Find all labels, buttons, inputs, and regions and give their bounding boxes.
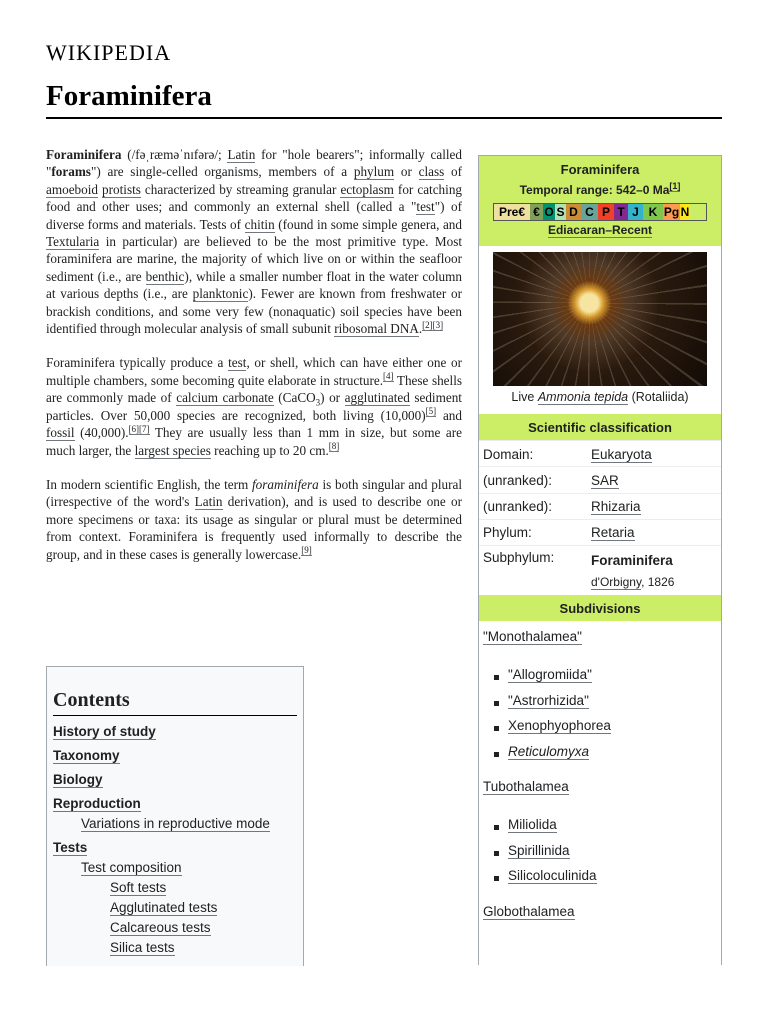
paragraph-intro (46, 146, 462, 337)
bullet-icon (494, 752, 499, 757)
citation-ref[interactable]: [8] (328, 441, 340, 452)
subdivision-group[interactable] (483, 904, 575, 919)
classification-rank: (unranked): (483, 472, 553, 488)
authority-name-link[interactable]: d'Orbigny (591, 575, 642, 589)
classification-header[interactable]: Scientific classification (479, 414, 721, 440)
citation-ref[interactable]: [7] (139, 423, 150, 434)
toc-list (53, 722, 297, 958)
timescale-period[interactable]: Pre€ (494, 204, 530, 220)
bullet-icon (494, 851, 499, 856)
timescale-period[interactable]: P (598, 204, 614, 220)
timescale-period[interactable]: N (680, 205, 690, 219)
text-run: They are usually less than 1 mm in size, but some are much larger, the (46, 425, 462, 458)
subdivision-item[interactable] (508, 817, 557, 832)
title-divider (46, 117, 722, 119)
citation-ref[interactable]: [2] (422, 319, 433, 330)
subdivision-group-label: Tubothalamea (483, 779, 569, 794)
text-run: reaching up to 20 cm. (210, 442, 329, 458)
caption-prefix: Live (511, 390, 538, 404)
caption-suffix: (Rotaliida) (628, 390, 689, 404)
subphylum-row (479, 545, 721, 591)
classification-value (591, 473, 619, 488)
text-run: (CaCO (273, 390, 316, 406)
timescale-period[interactable]: O (544, 205, 554, 219)
classification-rank: Phylum: (483, 525, 532, 541)
bullet-icon (494, 876, 499, 881)
text-run: ). Fewer are known from freshwater or brackish conditions, and some very few (nonaquatic) soil species have been identified through molecular analysis of small subunit (46, 286, 462, 337)
text-run: of (444, 164, 462, 180)
classification-value (591, 499, 641, 514)
toc-item[interactable] (53, 878, 297, 898)
toc-item[interactable] (53, 814, 297, 834)
toc-item[interactable] (53, 898, 297, 918)
caption-species-link[interactable]: Ammonia tepida (537, 390, 629, 404)
subphylum-key: Subphylum: (483, 550, 555, 565)
classification-row (479, 466, 721, 493)
text-run: (40,000). (74, 425, 129, 441)
toc-item[interactable] (53, 938, 297, 958)
text-run: (found in some simple genera, and (274, 216, 462, 232)
subscript: 3 (315, 397, 321, 408)
inline-link[interactable]: chitin (244, 216, 275, 232)
text-run: and (436, 407, 462, 423)
bullet-icon (494, 701, 499, 706)
timescale-period[interactable]: € (530, 204, 543, 220)
inline-link[interactable]: benthic (145, 268, 185, 284)
range-text-label[interactable]: Ediacaran–Recent (547, 223, 653, 237)
paragraph-test (46, 354, 462, 458)
citation-ref[interactable]: [5] (425, 406, 437, 417)
subdivision-item[interactable] (508, 718, 611, 733)
page-title: Foraminifera (46, 80, 212, 112)
inline-link[interactable]: class (418, 164, 445, 180)
text-run: Foraminifera typically produce a (46, 355, 229, 371)
toc-item-label: Biology (53, 772, 103, 787)
text-run: ) or (320, 390, 345, 406)
infobox (478, 155, 722, 965)
inline-link[interactable]: fossil (46, 425, 75, 441)
text-run: derivation), and is used to describe one or more specimens or taxa: its usage as singular or plural must be determined from context. Foraminifera is frequently used informally to describe the group, and in these cases is generally lowercase. (46, 494, 463, 562)
classification-rank: (unranked): (483, 499, 553, 515)
subdivision-item[interactable] (508, 667, 592, 682)
timescale-period[interactable]: C (581, 204, 598, 220)
citation-ref[interactable]: [9] (301, 545, 312, 556)
toc-title: Contents (53, 689, 297, 716)
subdivision-item[interactable] (508, 744, 589, 759)
toc-item-label: Variations in reproductive mode (81, 816, 270, 831)
subdivision-item-label: Reticulomyxa (508, 743, 590, 759)
bullet-icon (494, 675, 499, 680)
subdivision-item-label: Miliolida (508, 817, 557, 832)
authority-year: , 1826 (641, 575, 675, 589)
subdivisions-header[interactable]: Subdivisions (479, 595, 721, 621)
text-run: for catching food and other uses; and commonly an external shell (called a " (46, 181, 463, 215)
table-of-contents (46, 666, 304, 966)
subphylum-value (591, 550, 674, 593)
bullet-icon (494, 825, 499, 830)
toc-item[interactable] (53, 838, 297, 858)
classification-value (591, 447, 652, 462)
text-run: These shells are commonly made of (46, 372, 462, 406)
toc-item[interactable] (53, 746, 297, 766)
bullet-icon (494, 726, 499, 731)
classification-link[interactable]: Rhizaria (591, 499, 641, 515)
authority (591, 575, 674, 590)
paragraph-usage (46, 476, 462, 563)
foraminifera-photo[interactable] (493, 252, 707, 386)
toc-item-label: Calcareous tests (110, 920, 211, 935)
inline-link[interactable]: test (228, 355, 247, 371)
subdivision-group-label: Globothalamea (483, 903, 575, 919)
timescale-period[interactable]: S (556, 205, 565, 219)
infobox-header (479, 156, 721, 246)
classification-row (479, 519, 721, 546)
text-run: or (394, 164, 419, 180)
inline-link[interactable]: Latin (194, 494, 223, 510)
subdivision-group[interactable] (483, 779, 569, 794)
classification-link[interactable]: Retaria (591, 525, 635, 541)
subdivision-group[interactable] (483, 629, 582, 644)
timescale-period[interactable]: D (566, 204, 581, 220)
text-run: sediment particles. Over 50,000 species are recognized, both living (10,000) (46, 390, 462, 423)
toc-item[interactable] (53, 722, 297, 742)
inline-link[interactable]: Latin (227, 147, 256, 162)
toc-item-label: Test composition (81, 860, 182, 875)
inline-link[interactable]: protists (102, 181, 141, 197)
toc-item-label: Reproduction (53, 796, 141, 811)
subdivision-item-label: Spirillinida (508, 842, 570, 858)
toc-item[interactable] (53, 794, 297, 814)
inline-link[interactable]: phylum (353, 164, 395, 180)
text-run: . (418, 321, 423, 337)
subdivision-item[interactable] (508, 868, 597, 883)
inline-link[interactable]: agglutinated (344, 390, 410, 406)
text-run: in particular) are believed to be the most primitive type. Most foraminifera are marine, the majority of which live on or within the seafloor sediment (i.e., are (46, 234, 462, 284)
classification-link[interactable]: SAR (591, 472, 619, 488)
toc-item-label: History of study (53, 724, 156, 739)
inline-link[interactable]: planktonic (192, 286, 249, 302)
classification-row (479, 493, 721, 520)
geologic-timescale[interactable] (493, 203, 707, 221)
inline-link[interactable]: calcium carbonate (176, 390, 274, 406)
subdivision-item[interactable] (508, 843, 570, 858)
inline-link[interactable]: ribosomal DNA (334, 321, 419, 337)
classification-link[interactable]: Eukaryota (591, 446, 652, 462)
subdivision-item-label: "Astrorhizida" (508, 692, 589, 708)
timescale-period[interactable]: Pg (663, 205, 680, 219)
text-run: In modern scientific English, the term (46, 476, 253, 492)
subdivision-item-label: "Allogromiida" (508, 667, 592, 682)
inline-link[interactable]: amoeboid (46, 181, 99, 197)
text-run: ), while a smaller number float in the water column at various depths (i.e., are (46, 268, 462, 302)
temporal-range-ref[interactable]: [1] (669, 181, 681, 191)
subdivision-group-label: "Monothalamea" (483, 629, 582, 644)
toc-item[interactable] (53, 770, 297, 790)
citation-ref[interactable]: [6] (128, 423, 140, 434)
toc-item[interactable] (53, 918, 297, 938)
italic-term: foraminifera (252, 476, 319, 492)
toc-item-label: Soft tests (110, 880, 167, 895)
temporal-range-label: Temporal range: 542–0 Ma (519, 183, 670, 197)
citation-ref[interactable]: [3] (432, 319, 444, 330)
citation-ref[interactable]: [4] (383, 371, 394, 382)
inline-link[interactable]: test (416, 199, 435, 215)
text-run: is both singular and plural (irrespective of the word's (46, 476, 462, 510)
temporal-range (479, 183, 721, 197)
text-run: , or shell, which can have either one or multiple chambers, some becoming quite elaborate in structure. (46, 355, 462, 388)
toc-item-label: Agglutinated tests (110, 900, 218, 915)
text-run: (/fəˌræməˈnɪfərə/; (121, 147, 228, 162)
timescale-period[interactable]: T (614, 204, 628, 220)
inline-link[interactable]: largest species (134, 442, 211, 458)
bold-term: forams (51, 164, 91, 180)
toc-item-label: Tests (53, 840, 88, 855)
subdivision-item-label: Xenophyophorea (508, 718, 611, 733)
inline-link[interactable]: ectoplasm (340, 181, 394, 197)
text-run: characterized by streaming granular (140, 181, 341, 197)
infobox-title: Foraminifera (560, 162, 640, 177)
toc-item-label: Silica tests (110, 940, 175, 955)
wikipedia-logo[interactable]: WIKIPEDIA (46, 40, 172, 65)
subphylum-name: Foraminifera (591, 553, 673, 568)
range-text[interactable] (479, 223, 721, 237)
text-run: for "hole bearers"; informally called " (46, 147, 462, 180)
classification-rank: Domain: (483, 446, 534, 462)
text-run: ") of diverse forms and materials. Tests of (46, 199, 462, 232)
image-caption (479, 390, 721, 404)
article-body (46, 146, 462, 580)
timescale-period[interactable]: J (628, 204, 643, 220)
classification-value (591, 525, 635, 540)
text-run: ") are single-celled organisms, members of a (90, 164, 354, 180)
inline-link[interactable]: Textularia (46, 234, 100, 250)
subdivision-item-label: Silicoloculinida (508, 868, 597, 883)
timescale-period[interactable]: K (643, 204, 663, 220)
toc-item-label: Taxonomy (53, 748, 120, 763)
toc-item[interactable] (53, 858, 297, 878)
bold-term: Foraminifera (46, 147, 122, 162)
classification-row (479, 440, 721, 467)
subdivision-item[interactable] (508, 693, 589, 708)
